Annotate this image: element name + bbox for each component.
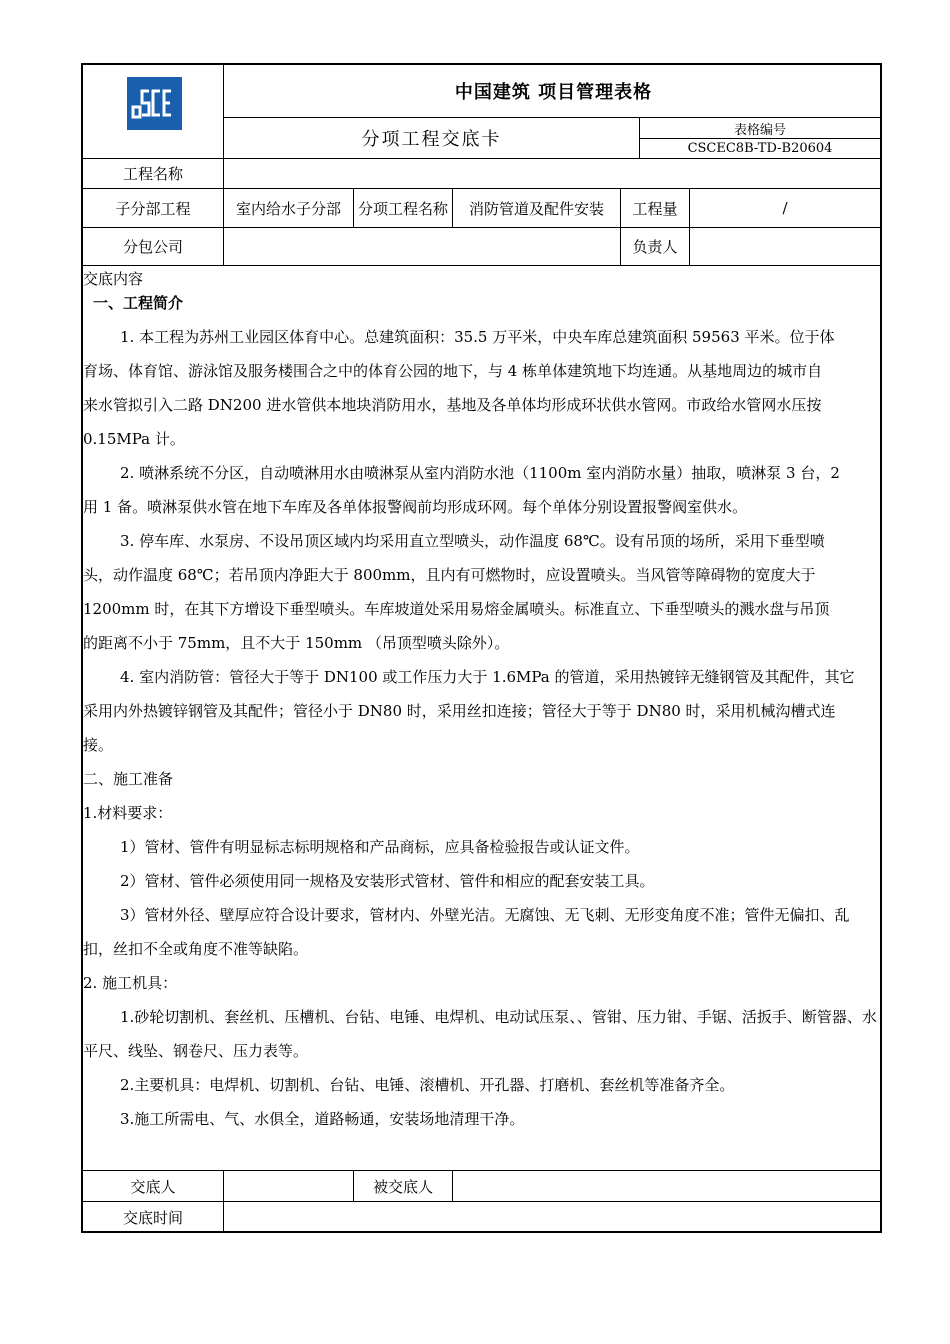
content-line: 的距离不小于 75mm，且不大于 150mm （吊顶型喷头除外）。 [83, 634, 510, 652]
content-line: 3. 停车库、水泵房、不设吊顶区域内均采用直立型喷头，动作温度 68℃。设有吊顶的场所，采用下垂型喷 [120, 532, 825, 550]
form-code: CSCEC8B-TD-B20604 [687, 141, 833, 156]
quantity-label: 工程量 [632, 199, 678, 218]
content-line: 一、工程简介 [93, 294, 184, 312]
content-line: 平尺、线坠、钢卷尺、压力表等。 [83, 1042, 309, 1060]
subcontractor-field[interactable] [233, 228, 613, 265]
quantity-field[interactable]: / [782, 199, 788, 217]
sub-division-label: 子分部工程 [115, 199, 191, 218]
content-line: 接。 [83, 736, 114, 754]
sub-item-label: 分项工程名称 [357, 199, 448, 218]
content-line: 用 1 备。喷淋泵供水管在地下车库及各单体报警阀前均形成环网。每个单体分别设置报警阀室供水。 [83, 498, 748, 516]
content-line: 二、施工准备 [83, 770, 174, 788]
content-line: 1. 本工程为苏州工业园区体育中心。总建筑面积：35.5 万平米，中央车库总建筑面积 59563 平米。位于体 [120, 328, 835, 346]
project-name-label: 工程名称 [122, 165, 183, 183]
content-line: 2. 施工机具： [83, 974, 178, 992]
time-field[interactable] [233, 1202, 873, 1233]
content-line: 2.主要机具：电焊机、切割机、台钻、电锤、滚槽机、开孔器、打磨机、套丝机等准备齐全。 [120, 1076, 735, 1094]
form-title: 分项工程交底卡 [361, 129, 502, 150]
recipient-label: 被交底人 [372, 1177, 433, 1196]
content-line: 3.施工所需电、气、水俱全，道路畅通，安装场地清理干净。 [120, 1110, 525, 1128]
project-name-field[interactable] [233, 159, 873, 188]
content-heading: 交底内容 [83, 269, 144, 288]
content-line: 2）管材、管件必须使用同一规格及安装形式管材、管件和相应的配套安装工具。 [120, 872, 655, 890]
sub-division-field[interactable]: 室内给水子分部 [235, 199, 341, 218]
content-line: 1.材料要求： [83, 804, 173, 822]
manager-label: 负责人 [632, 238, 678, 256]
discloser-label: 交底人 [130, 1177, 176, 1196]
time-label: 交底时间 [122, 1209, 183, 1227]
content-line: 1）管材、管件有明显标志标明规格和产品商标，应具备检验报告或认证文件。 [120, 838, 640, 856]
content-line: 来水管拟引入二路 DN200 进水管供本地块消防用水，基地及各单体均形成环状供水管网。市政给水管网水压按 [83, 396, 822, 414]
content-line: 1200mm 时，在其下方增设下垂型喷头。车库坡道处采用易熔金属喷头。标准直立、下垂型喷头的溅水盘与吊顶 [83, 600, 830, 618]
discloser-field[interactable] [233, 1171, 348, 1201]
sub-item-field[interactable]: 消防管道及配件安装 [468, 199, 604, 218]
content-line: 育场、体育馆、游泳馆及服务楼围合之中的体育公园的地下，与 4 栋单体建筑地下均连通。从基地周边的城市自 [83, 362, 823, 380]
recipient-field[interactable] [461, 1171, 871, 1201]
manager-field[interactable] [698, 228, 878, 265]
disclosure-form [81, 63, 882, 1233]
content-line: 4. 室内消防管：管径大于等于 DN100 或工作压力大于 1.6MPa 的管道，采用热镀锌无缝钢管及其配件，其它 [120, 668, 855, 686]
content-line: 扣，丝扣不全或角度不准等缺陷。 [83, 940, 309, 958]
content-line: 采用内外热镀锌钢管及其配件；管径小于 DN80 时，采用丝扣连接；管径大于等于 DN80 时，采用机械沟槽式连 [83, 702, 836, 720]
form-code-label: 表格编号 [733, 122, 786, 138]
content-line: 头，动作温度 68℃；若吊顶内净距大于 800mm，且内有可燃物时，应设置喷头。当风管等障碍物的宽度大于 [83, 566, 816, 584]
content-line: 2. 喷淋系统不分区，自动喷淋用水由喷淋泵从室内消防水池（1100m 室内消防水量）抽取，喷淋泵 3 台，2 [120, 464, 840, 482]
content-line: 1.砂轮切割机、套丝机、压槽机、台钻、电锤、电焊机、电动试压泵、、管钳、压力钳、手锯、活扳手、断管器、水 [120, 1008, 877, 1026]
content-line: 3）管材外径、壁厚应符合设计要求，管材内、外壁光洁。无腐蚀、无飞刺、无形变角度不准；管件无偏扣、乱 [120, 906, 850, 924]
company-title: 中国建筑 项目管理表格 [454, 82, 653, 103]
cscec-logo-icon [127, 77, 182, 130]
content-body [83, 286, 880, 1136]
content-line: 0.15MPa 计。 [83, 430, 185, 448]
subcontractor-label: 分包公司 [122, 238, 183, 256]
